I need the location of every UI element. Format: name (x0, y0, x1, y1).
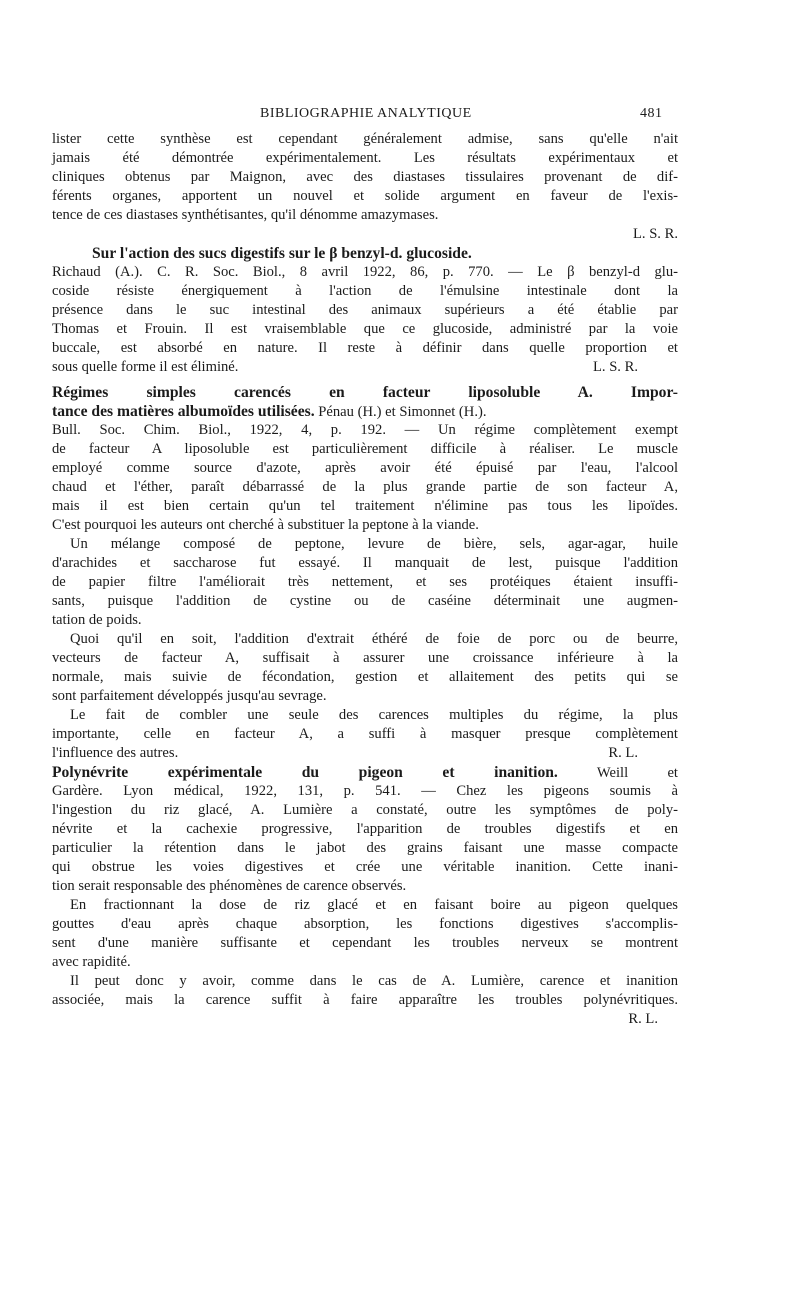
text-line: qui obstrue les voies digestives et crée une véritable inanition. Cette inani- (52, 859, 678, 875)
text-fragment: sous quelle forme il est éliminé. (52, 359, 239, 375)
text-line-with-signature (52, 358, 678, 377)
text-line: sants, puisque l'addition de cystine ou de caséine déterminait une augmen- (52, 593, 678, 609)
text-line: tence de ces diastases synthétisantes, qu'il dénomme amazymases. (52, 207, 439, 223)
text-line: avec rapidité. (52, 954, 131, 970)
text-line: tion serait responsable des phénomènes de carence observés. (52, 878, 407, 894)
text-line: buccale, est absorbé en nature. Il reste à définir dans quelle proportion et (52, 340, 678, 356)
text-line: l'ingestion du riz glacé, A. Lumière a constaté, outre les symptômes de poly- (52, 802, 678, 818)
authors: Weill et (596, 765, 678, 781)
text-line: lister cette synthèse est cependant généralement admise, sans qu'elle n'ait (52, 131, 678, 147)
text-line: Bull. Soc. Chim. Biol., 1922, 4, p. 192. — Un régime complètement exempt (52, 422, 678, 438)
text-line: En fractionnant la dose de riz glacé et en faisant boire au pigeon quelques (70, 897, 678, 913)
text-line: gouttes d'eau après chaque absorption, les fonctions digestives s'accomplis- (52, 916, 678, 932)
text-line: importante, celle en facteur A, a suffi à masquer presque complètement (52, 726, 678, 742)
text-line: employé comme source d'azote, après avoir été épuisé par l'eau, l'alcool (52, 460, 678, 476)
text-line: Il peut donc y avoir, comme dans le cas de A. Lumière, carence et inanition (70, 973, 678, 989)
authors: Pénau (H.) et Simonnet (H.). (318, 404, 487, 420)
text-line: normale, mais suivie de fécondation, gestion et allaitement des petits qui se (52, 669, 678, 685)
text-line: Thomas et Frouin. Il est vraisemblable que ce glucoside, administré par la voie (52, 321, 678, 337)
text-line: Gardère. Lyon médical, 1922, 131, p. 541. — Chez les pigeons soumis à (52, 783, 678, 799)
text-line: Richaud (A.). C. R. Soc. Biol., 8 avril 1922, 86, p. 770. — Le β benzyl-d glu- (52, 264, 678, 280)
text-line: névrite et la cachexie progressive, l'apparition de troubles digestifs et en (52, 821, 678, 837)
text-line: tation de poids. (52, 612, 142, 628)
text-line: cliniques obtenus par Maignon, avec des diastases tissulaires provenant de dif- (52, 169, 678, 185)
running-head (0, 104, 800, 128)
article-title: Sur l'action des sucs digestifs sur le β benzyl-d. glucoside. (92, 245, 472, 262)
text-line: d'arachides et saccharose fut essayé. Il manquait de lest, puisque l'addition (52, 555, 678, 571)
text-line: de papier filtre l'améliorait très nettement, et ses protéiques étaient insuffi- (52, 574, 678, 590)
text-line: associée, mais la carence suffit à faire apparaître les troubles polynévritiques. (52, 992, 678, 1008)
signature: R. L. (628, 1011, 658, 1027)
text-line-with-signature (52, 744, 678, 763)
text-line: vecteurs de facteur A, suffisait à assurer une croissance inférieure à la (52, 650, 678, 666)
article-title: Régimes simples carencés en facteur liposoluble A. Impor- (52, 384, 678, 401)
page-body (52, 130, 678, 1029)
text-line: de facteur A liposoluble est particulièrement difficile à réaliser. Le muscle (52, 441, 678, 457)
signature: R. L. (608, 745, 638, 761)
article-title: Polynévrite expérimentale du pigeon et inanition. (52, 764, 558, 781)
signature: L. S. R. (632, 226, 678, 242)
text-line: Un mélange composé de peptone, levure de bière, sels, agar-agar, huile (70, 536, 678, 552)
text-line: Quoi qu'il en soit, l'addition d'extrait éthéré de foie de porc ou de beurre, (70, 631, 678, 647)
text-fragment: l'influence des autres. (52, 745, 179, 761)
signature: L. S. R. (592, 359, 638, 375)
text-line: coside résiste énergiquement à l'action de l'émulsine intestinale dont la (52, 283, 678, 299)
text-line: jamais été démontrée expérimentalement. Les résultats expérimentaux et (52, 150, 678, 166)
article-title-continued (52, 402, 678, 421)
text-line: mais il est bien certain qu'un tel traitement n'élimine pas tous les lipoïdes. (52, 498, 678, 514)
article-title-part: tance des matières albumoïdes utilisées. (52, 403, 315, 420)
text-line: sent d'une manière suffisante et cependant les troubles nerveux se montrent (52, 935, 678, 951)
text-line: sont parfaitement développés jusqu'au sevrage. (52, 688, 327, 704)
text-line: chaud et l'éther, paraît débarrassé de la plus grande partie de son facteur A, (52, 479, 678, 495)
article-title-line (52, 763, 678, 782)
text-line: férents organes, apportent un nouvel et solide argument en faveur de l'exis- (52, 188, 678, 204)
text-line: Le fait de combler une seule des carences multiples du régime, la plus (70, 707, 678, 723)
text-line: C'est pourquoi les auteurs ont cherché à substituer la peptone à la viande. (52, 517, 479, 533)
running-title: BIBLIOGRAPHIE ANALYTIQUE (260, 106, 472, 121)
text-line: particulier la rétention dans le jabot des grains faisant une masse compacte (52, 840, 678, 856)
page-number: 481 (640, 106, 663, 121)
text-line: présence dans le suc intestinal des animaux supérieurs a été établie par (52, 302, 678, 318)
